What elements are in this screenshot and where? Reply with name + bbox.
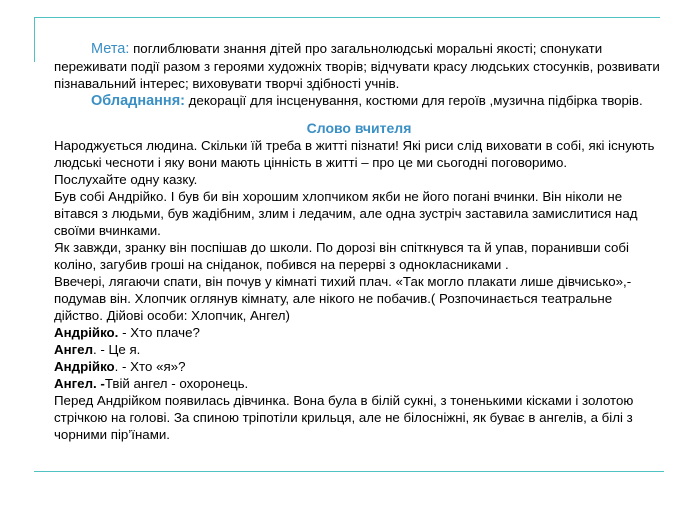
dialogue-text: - Хто плаче?	[118, 325, 200, 340]
goal-text: поглиблювати знання дітей про загальнолюдські моральні якості; спонукати переживати події разом з героями художніх творів; відчувати красу людських стосунків, розвивати пізнавальний інтерес; виховувати творчі здібності учнів.	[54, 41, 660, 91]
bottom-rule	[34, 471, 664, 472]
equipment-text: декорації для інсценування, костюми для героїв ,музична підбірка творів.	[184, 93, 643, 108]
paragraph-morning: Як завжди, зранку він поспішав до школи. По дорозі він спіткнувся та й упав, поранивши собі коліно, загубив гроші на сніданок, побився на перерві з однокласниками .	[54, 240, 629, 272]
dialogue-line	[54, 324, 664, 341]
document-body	[54, 40, 664, 443]
top-rule	[34, 17, 660, 18]
dialogue-speaker: Андрійко.	[54, 325, 119, 340]
equipment-label: Обладнання:	[91, 93, 185, 109]
side-rule	[34, 17, 35, 62]
dialogue-text: Твій ангел - охоронець.	[104, 376, 249, 391]
dialogue-text: . - Хто «я»?	[114, 359, 186, 374]
dialogue-line	[54, 358, 664, 375]
dialogue-line	[54, 375, 664, 392]
equipment-paragraph	[54, 92, 664, 110]
paragraph-listen: Послухайте одну казку.	[54, 172, 198, 187]
goal-paragraph	[54, 40, 664, 92]
dialogue-text: . - Це я.	[93, 342, 141, 357]
dialogue-line	[54, 341, 664, 358]
paragraph-closing: Перед Андрійком появилась дівчинка. Вона була в білій сукні, з тоненькими кісками і золотою стрічкою на голові. За спиною тріпотіли крильця, але не білосніжні, як буває в ангелів, а білі з чорними пір’їнами.	[54, 393, 634, 442]
paragraph-andriyko: Був собі Андрійко. І був би він хорошим хлопчиком якби не його погані вчинки. Він ніколи не вітався з людьми, був жадібним, злим і ледачим, але одна зустріч заставила замислитися над своїми вчинками.	[54, 189, 638, 238]
section-heading: Слово вчителя	[306, 120, 412, 136]
goal-label: Мета:	[91, 41, 130, 57]
dialogue-speaker: Ангел	[54, 342, 94, 357]
paragraph-evening: Ввечері, лягаючи спати, він почув у кімнаті тихий плач. «Так могло плакати лише дівчисько»,- подумав він. Хлопчик оглянув кімнату, але нікого не побачив.( Розпочинається театральне дійство. Дійові особи: Хлопчик, Ангел)	[54, 274, 632, 323]
dialogue-speaker: Ангел. -	[54, 376, 105, 391]
paragraph-intro: Народжується людина. Скільки їй треба в житті пізнати! Які риси слід виховати в собі, які існують людські чесноти і яку вони мають цінність в житті – про це ми сьогодні поговоримо.	[54, 138, 655, 170]
dialogue-speaker: Андрійко	[54, 359, 115, 374]
